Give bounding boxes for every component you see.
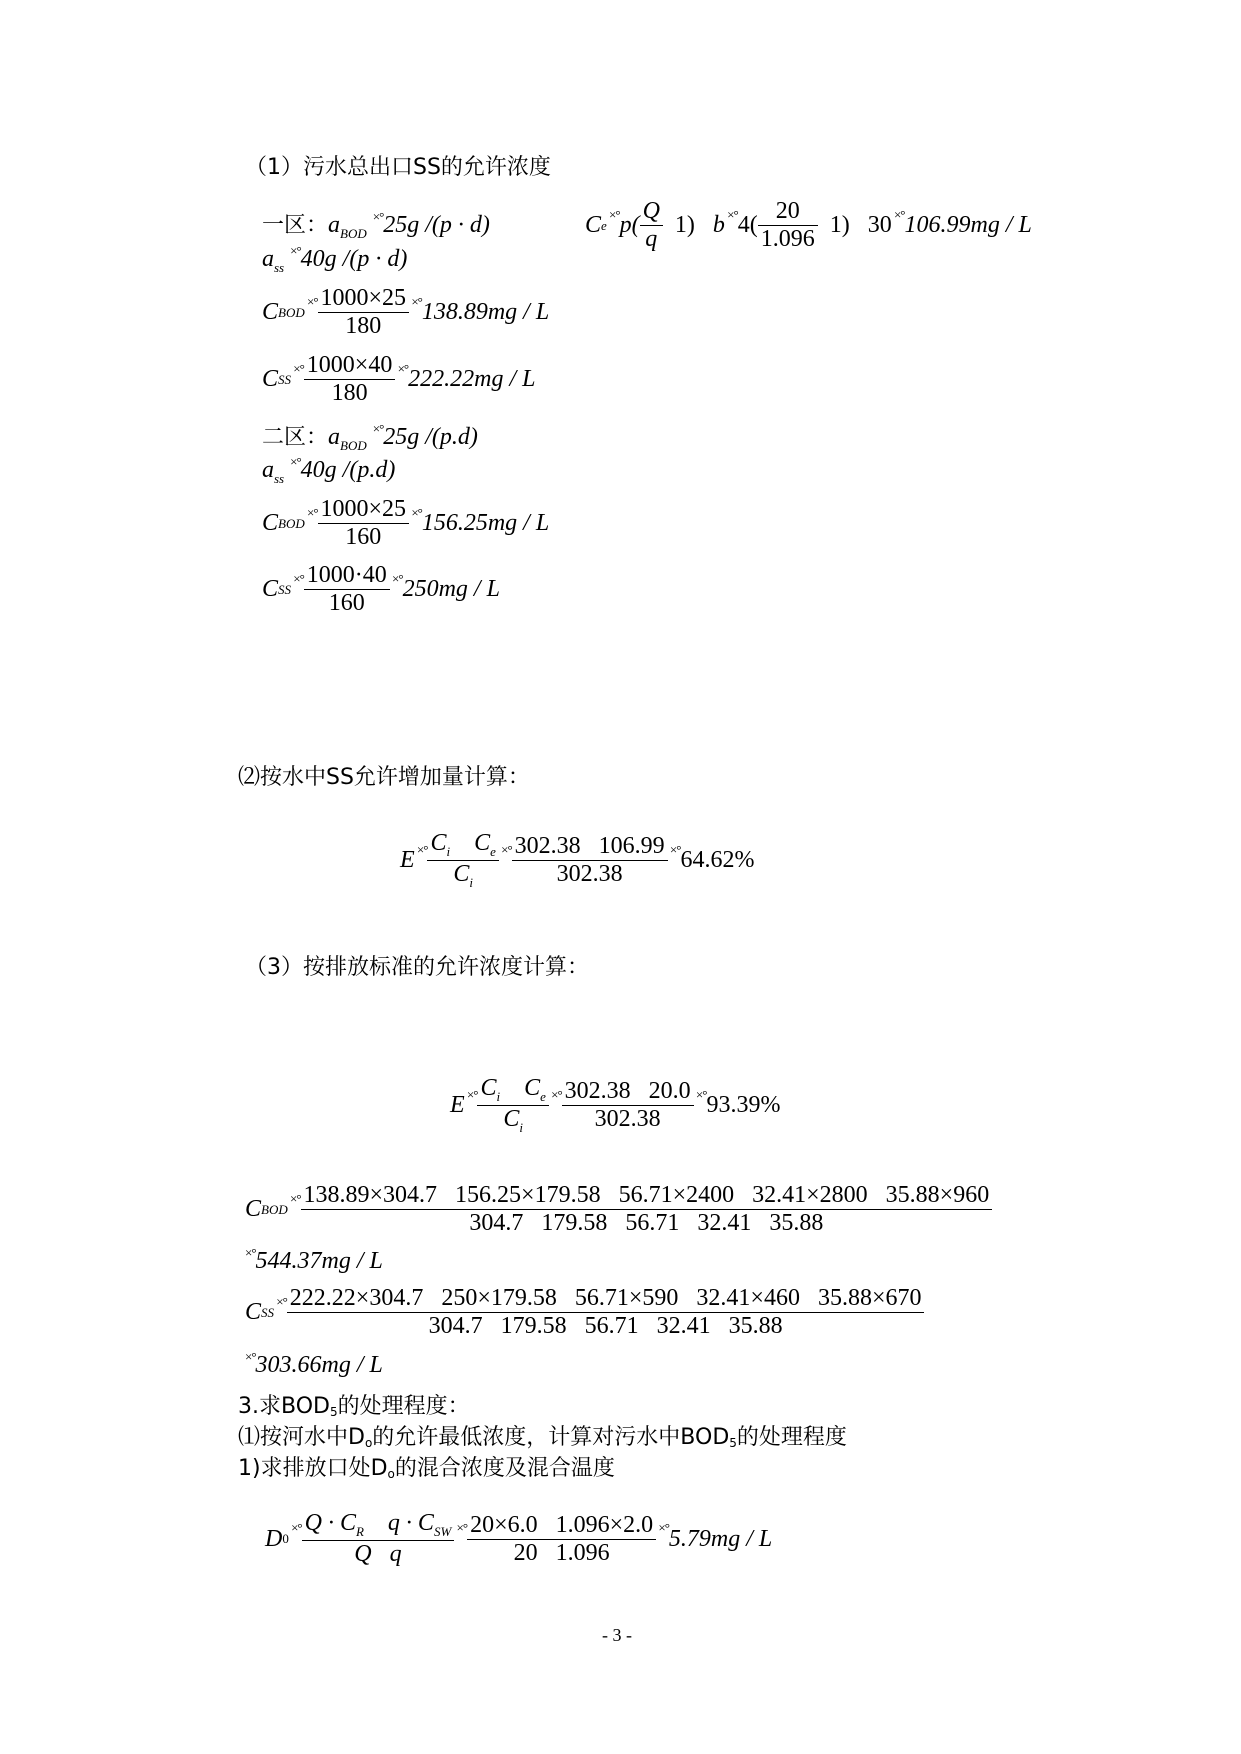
zone1-cbod: C BOD ×° $\frac{1000\times 25}{180}$ ×° 138.89mg / L	[262, 285, 550, 339]
zone2-ass-line: $a_{ss}$ ×°40g /(p.d)	[262, 454, 396, 486]
heading-ss-allowed: （1）污水总出口SS的允许浓度	[245, 155, 551, 180]
zone2-abod-line: 二区：$a_{BOD}$ ×°25g /(p.d)	[262, 421, 478, 453]
zone1-css: C SS ×° $\frac{1000\times 40}{180}$ ×° 222.22mg / L	[262, 352, 536, 406]
zone1-abod-line: 一区：$a_{BOD}$ ×°25g /(p · d)	[262, 209, 490, 241]
ce-formula: C e ×° p( $\frac{Q}{q}$ 1) b ×° 4( $\frac{20}{1.096}$ 1) 30 ×° 106.99mg / L	[585, 198, 1032, 252]
zone2-css: C SS ×° $\frac{1000\cdot 40}{160}$ ×° 250mg / L	[262, 562, 500, 616]
heading-discharge-standard: （3）按排放标准的允许浓度计算：	[245, 955, 589, 980]
css-mixed-formula: C SS ×° 222.22×304.7 250×179.58 56.71×590 32.41×460 35.88×670 304.7 179.58 56.71 32.41 35.88	[245, 1285, 924, 1340]
heading-bod-treatment: 3.求BOD5的处理程度：	[238, 1394, 470, 1419]
cbod-mixed-formula: C BOD ×° 138.89×304.7 156.25×179.58 56.71×2400 32.41×2800 35.88×960 304.7 179.58 56.71 32.41 35.88	[245, 1182, 992, 1237]
ce-q-fraction: $\frac{Q}{q}$	[640, 198, 663, 253]
zone2-cbod: C BOD ×° $\frac{1000\times 25}{160}$ ×° 156.25mg / L	[262, 496, 550, 550]
heading-do-min: ⑴按河水中Do的允许最低浓度，计算对污水中BOD5的处理程度	[238, 1425, 847, 1450]
page-number: - 3 -	[602, 1625, 632, 1645]
cbod-mixed-result: ×°544.37mg / L	[245, 1245, 383, 1274]
css-mixed-result: ×°303.66mg / L	[245, 1349, 383, 1378]
d0-formula: D 0 ×° $\frac{Q \cdot C_R q \cdot C_{SW}}{\text{Q q}}$ ×° $\frac{20\times 6.0 1.096\times 2.0}{20 1.096}$ ×° 5.79mg / L	[265, 1510, 773, 1567]
zone1-ass-line: $a_{ss}$ ×°40g /(p · d)	[262, 243, 408, 275]
ce-fraction: $\frac{20}{1.096}$	[758, 198, 818, 253]
removal-efficiency-formula-2: E ×° $\frac{C_i C_e}{C_i}$ ×° $\frac{302.38 20.0}{302.38}$ ×° 93.39%	[450, 1075, 781, 1135]
heading-ss-increase: ⑵按水中SS允许增加量计算：	[238, 765, 530, 790]
heading-mix-concentration: 1)求排放口处Do的混合浓度及混合温度	[238, 1456, 615, 1481]
removal-efficiency-formula-1: E ×° $\frac{C_i C_e}{C_i}$ ×° $\frac{302.38 106.99}{302.38}$ ×° 64.62%	[400, 830, 755, 890]
